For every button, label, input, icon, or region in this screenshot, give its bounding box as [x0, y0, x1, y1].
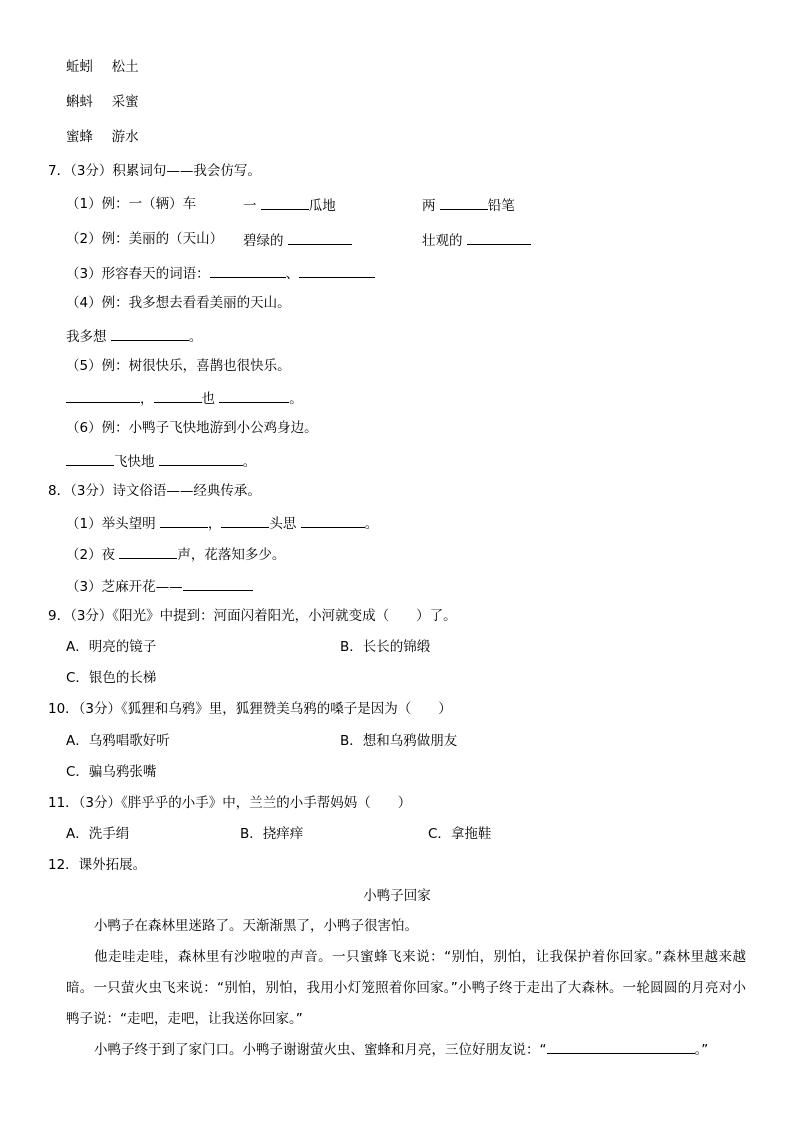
pair-right: 采蜜	[111, 94, 139, 110]
answer-blank[interactable]	[119, 544, 177, 559]
pair-row	[66, 128, 139, 146]
answer-blank[interactable]	[467, 230, 531, 245]
question-8-title: 8．（3分）诗文俗语——经典传承。	[48, 483, 261, 499]
question-9-title: 9．（3分）《阳光》中提到：河面闪着阳光，小河就变成（ ）了。	[48, 608, 457, 624]
q7-s5-answer: ， 也 。	[66, 388, 303, 408]
answer-blank[interactable]	[440, 195, 488, 210]
answer-blank[interactable]	[111, 326, 189, 341]
q10-option-a[interactable]: A．乌鸦唱歌好听	[66, 733, 170, 749]
q11-option-a[interactable]: A．洗手绢	[66, 826, 130, 842]
q9-option-a[interactable]: A．明亮的镜子	[66, 639, 157, 655]
q7-s4-answer: 我多想 。	[66, 326, 202, 346]
q7-s4: （4）例：我多想去看看美丽的天山。	[66, 295, 291, 311]
answer-blank[interactable]	[219, 388, 289, 403]
answer-blank[interactable]	[221, 513, 269, 528]
answer-blank[interactable]	[301, 513, 365, 528]
q10-option-b[interactable]: B．想和乌鸦做朋友	[340, 733, 458, 749]
answer-blank[interactable]	[547, 1039, 695, 1054]
pair-right: 松土	[111, 59, 139, 75]
q7-s3: （3）形容春天的词语： 、	[66, 263, 375, 283]
q11-option-b[interactable]: B．挠痒痒	[240, 826, 304, 842]
answer-blank[interactable]	[66, 451, 114, 466]
q7-s2-a: 碧绿的	[243, 230, 352, 250]
answer-blank[interactable]	[261, 195, 309, 210]
q7-s2-example: （2）例：美丽的（天山）	[66, 231, 224, 247]
q8-s3: （3）芝麻开花——	[66, 576, 253, 596]
q7-s1-example: （1）例：一（辆）车	[66, 196, 197, 212]
question-10-title: 10．（3分）《狐狸和乌鸦》里，狐狸赞美乌鸦的嗓子是因为（ ）	[48, 701, 452, 717]
story-paragraph: 他走哇走哇，森林里有沙啦啦的声音。一只蜜蜂飞来说：“别怕，别怕，让我保护着你回家。”森林里越来越暗。一只萤火虫飞来说：“别怕，别怕，我用小灯笼照着你回家。”小鸭子终于走出了大森林。一轮圆圆的月亮对小鸭子说：“走吧，走吧，让我送你回家。”	[66, 949, 746, 1027]
q7-s6-answer: 飞快地 。	[66, 451, 256, 471]
q7-s5: （5）例：树很快乐，喜鹊也很快乐。	[66, 358, 291, 374]
pair-left: 蜜蜂	[66, 129, 93, 145]
answer-blank[interactable]	[299, 263, 375, 278]
pair-row	[66, 93, 139, 111]
story-title: 小鸭子回家	[363, 888, 431, 904]
pair-left: 蚯蚓	[66, 59, 93, 75]
pair-right: 游水	[111, 129, 139, 145]
q8-s1: （1）举头望明 ， 头思 。	[66, 513, 378, 533]
answer-blank[interactable]	[210, 263, 286, 278]
story-paragraph-answer: 小鸭子终于到了家门口。小鸭子谢谢萤火虫、蜜蜂和月亮，三位好朋友说：“ 。”	[66, 1035, 746, 1066]
question-7-title: 7．（3分）积累词句——我会仿写。	[48, 163, 261, 179]
question-12-title: 12．课外拓展。	[48, 857, 147, 873]
q7-s1-b: 两 铅笔	[422, 195, 515, 215]
answer-blank[interactable]	[288, 230, 352, 245]
q8-s2: （2）夜 声，花落知多少。	[66, 544, 285, 564]
story-paragraph: 小鸭子在森林里迷路了。天渐渐黑了，小鸭子很害怕。	[94, 918, 418, 934]
q10-option-c[interactable]: C．骗乌鸦张嘴	[66, 764, 157, 780]
answer-blank[interactable]	[183, 576, 253, 591]
answer-blank[interactable]	[159, 451, 243, 466]
answer-blank[interactable]	[160, 513, 208, 528]
q11-option-c[interactable]: C．拿拖鞋	[428, 826, 492, 842]
q7-s2-b: 壮观的	[422, 230, 531, 250]
answer-blank[interactable]	[66, 388, 140, 403]
q9-option-b[interactable]: B．长长的锦缎	[340, 639, 431, 655]
pair-row	[66, 58, 139, 76]
question-11-title: 11．（3分）《胖乎乎的小手》中，兰兰的小手帮妈妈（ ）	[48, 795, 412, 811]
answer-blank[interactable]	[154, 388, 202, 403]
q9-option-c[interactable]: C．银色的长梯	[66, 670, 157, 686]
pair-left: 蝌蚪	[66, 94, 93, 110]
q7-s1-a: 一 瓜地	[243, 195, 336, 215]
q7-s6: （6）例：小鸭子飞快地游到小公鸡身边。	[66, 420, 318, 436]
